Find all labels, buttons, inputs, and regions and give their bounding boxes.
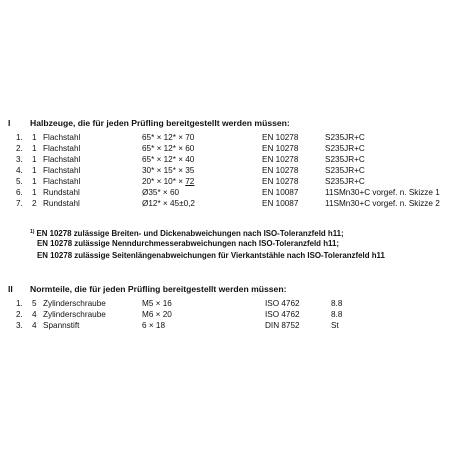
row-name: Zylinderschraube bbox=[43, 299, 106, 308]
row-norm: EN 10278 bbox=[262, 177, 299, 186]
row-dimension: 65* × 12* × 60 bbox=[142, 144, 195, 153]
row-material: 11SMn30+C vorgef. n. Skizze 2 bbox=[325, 199, 440, 208]
row-number: 7. bbox=[16, 199, 23, 208]
row-number: 3. bbox=[16, 321, 23, 330]
row-material: S235JR+C bbox=[325, 177, 365, 186]
row-material: S235JR+C bbox=[325, 144, 365, 153]
row-quantity: 1 bbox=[32, 133, 37, 142]
row-name: Flachstahl bbox=[43, 166, 81, 175]
table-row bbox=[0, 132, 458, 143]
row-quantity: 4 bbox=[32, 321, 37, 330]
footnote-text-1: EN 10278 zulässige Breiten- und Dickenabweichungen nach ISO-Toleranzfeld h11; bbox=[36, 229, 344, 238]
row-quantity: 4 bbox=[32, 310, 37, 319]
row-dimension: M5 × 16 bbox=[142, 299, 172, 308]
row-norm: DIN 8752 bbox=[265, 321, 300, 330]
section-2-heading: Normteile, die für jeden Prüfling bereitgestellt werden müssen: bbox=[30, 284, 287, 294]
row-material: S235JR+C bbox=[325, 166, 365, 175]
row-norm: EN 10278 bbox=[262, 133, 299, 142]
row-dimension bbox=[142, 176, 194, 187]
row-name: Zylinderschraube bbox=[43, 310, 106, 319]
table-row bbox=[0, 309, 458, 320]
row-material: S235JR+C bbox=[325, 133, 365, 142]
row-name: Rundstahl bbox=[43, 188, 80, 197]
table-row bbox=[0, 198, 458, 209]
section-1-roman: I bbox=[8, 118, 11, 128]
table-row bbox=[0, 298, 458, 309]
row-material: 8.8 bbox=[331, 299, 343, 308]
footnote-line-2: EN 10278 zulässige Nenndurchmesserabweichungen nach ISO-Toleranzfeld h11; bbox=[37, 239, 339, 248]
table-row bbox=[0, 320, 458, 331]
row-quantity: 1 bbox=[32, 166, 37, 175]
row-name: Flachstahl bbox=[43, 133, 81, 142]
table-row bbox=[0, 154, 458, 165]
row-name: Spannstift bbox=[43, 321, 80, 330]
row-number: 3. bbox=[16, 155, 23, 164]
row-number: 1. bbox=[16, 299, 23, 308]
row-material: S235JR+C bbox=[325, 155, 365, 164]
row-material: St bbox=[331, 321, 339, 330]
row-dimension: 65* × 12* × 70 bbox=[142, 133, 195, 142]
footnote-line-3: EN 10278 zulässige Seitenlängenabweichungen für Vierkantstähle nach ISO-Toleranzfeld h11 bbox=[37, 251, 385, 260]
row-name: Flachstahl bbox=[43, 144, 81, 153]
row-dimension: M6 × 20 bbox=[142, 310, 172, 319]
row-norm: ISO 4762 bbox=[265, 299, 300, 308]
row-number: 5. bbox=[16, 177, 23, 186]
row-norm: ISO 4762 bbox=[265, 310, 300, 319]
row-norm: EN 10087 bbox=[262, 199, 299, 208]
row-dimension-underlined: 72 bbox=[185, 177, 195, 186]
row-dimension: 65* × 12* × 40 bbox=[142, 155, 195, 164]
row-norm: EN 10278 bbox=[262, 144, 299, 153]
table-row bbox=[0, 176, 458, 187]
row-norm: EN 10278 bbox=[262, 155, 299, 164]
row-dimension: 30* × 15* × 35 bbox=[142, 166, 195, 175]
row-number: 4. bbox=[16, 166, 23, 175]
row-quantity: 5 bbox=[32, 299, 37, 308]
table-row bbox=[0, 165, 458, 176]
row-name: Flachstahl bbox=[43, 155, 81, 164]
row-norm: EN 10087 bbox=[262, 188, 299, 197]
row-number: 2. bbox=[16, 310, 23, 319]
row-dimension: 6 × 18 bbox=[142, 321, 165, 330]
section-1-heading: Halbzeuge, die für jeden Prüfling bereitgestellt werden müssen: bbox=[30, 118, 290, 128]
row-number: 2. bbox=[16, 144, 23, 153]
row-quantity: 1 bbox=[32, 188, 37, 197]
table-row bbox=[0, 143, 458, 154]
section-2-roman: II bbox=[8, 284, 13, 294]
table-row bbox=[0, 187, 458, 198]
row-material: 8.8 bbox=[331, 310, 343, 319]
row-quantity: 1 bbox=[32, 144, 37, 153]
row-name: Flachstahl bbox=[43, 177, 81, 186]
row-number: 6. bbox=[16, 188, 23, 197]
row-quantity: 2 bbox=[32, 199, 37, 208]
footnote-marker: 1) bbox=[30, 229, 35, 235]
row-quantity: 1 bbox=[32, 177, 37, 186]
row-quantity: 1 bbox=[32, 155, 37, 164]
row-dimension: Ø35* × 60 bbox=[142, 188, 180, 197]
row-norm: EN 10278 bbox=[262, 166, 299, 175]
row-dimension: Ø12* × 45±0,2 bbox=[142, 199, 195, 208]
row-name: Rundstahl bbox=[43, 199, 80, 208]
row-number: 1. bbox=[16, 133, 23, 142]
row-dimension-prefix: 20* × 10* × bbox=[142, 177, 186, 186]
row-material: 11SMn30+C vorgef. n. Skizze 1 bbox=[325, 188, 440, 197]
